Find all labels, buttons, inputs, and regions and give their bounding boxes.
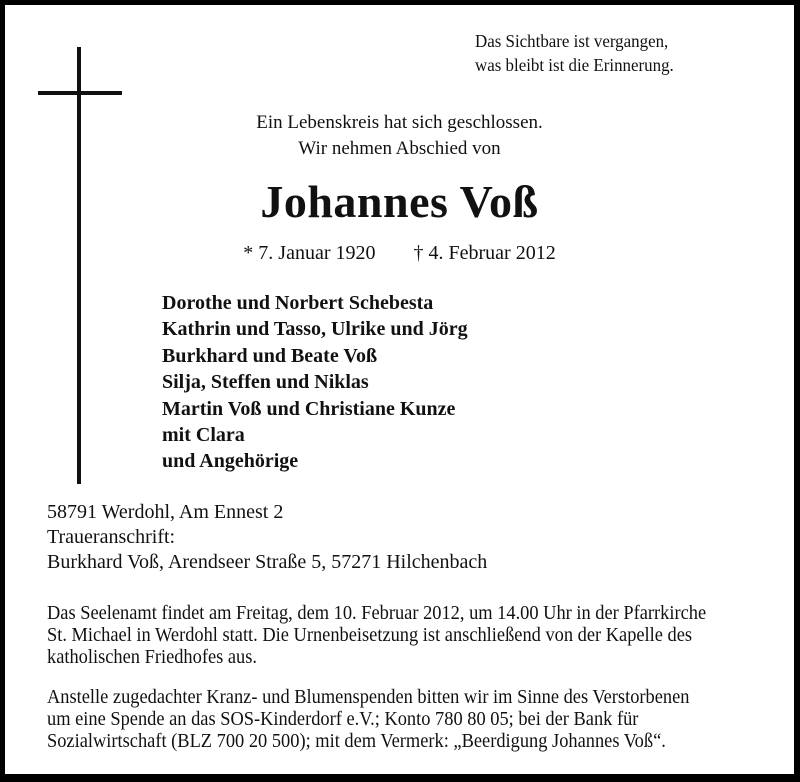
deceased-name: Johannes Voß: [260, 176, 539, 227]
intro-text: [5, 110, 794, 162]
mourner-line: mit Clara: [162, 424, 245, 447]
epigraph-line-2: was bleibt ist die Erinnerung.: [475, 55, 674, 75]
epigraph-line-1: Das Sichtbare ist vergangen,: [475, 31, 669, 51]
epigraph: [475, 29, 686, 77]
donation-line-1: Anstelle zugedachter Kranz- und Blumenspenden bitten wir im Sinne des Verstorbenen: [47, 686, 690, 708]
donation-line-3: Sozialwirtschaft (BLZ 700 20 500); mit dem Vermerk: „Beerdigung Johannes Voß“.: [47, 730, 666, 752]
mourner-line: Kathrin und Tasso, Ulrike und Jörg: [162, 318, 468, 341]
mourner-line: Martin Voß und Christiane Kunze: [162, 397, 456, 420]
intro-line-1: Ein Lebenskreis hat sich geschlossen.: [256, 112, 543, 133]
address-line-1: 58791 Werdohl, Am Ennest 2: [47, 501, 284, 523]
mourner-line: Dorothe und Norbert Schebesta: [162, 292, 434, 314]
mourner-line: und Angehörige: [162, 450, 299, 473]
service-line-2: St. Michael in Werdohl statt. Die Urnenbeisetzung ist anschließend von der Kapelle des: [47, 624, 693, 646]
birth-date: * 7. Januar 1920: [243, 242, 376, 264]
mourner-line: Burkhard und Beate Voß: [162, 344, 378, 367]
intro-line-2: Wir nehmen Abschied von: [298, 138, 501, 159]
address-line-2: Traueranschrift:: [47, 526, 176, 548]
donation-paragraph: [47, 686, 745, 752]
address-block: [47, 500, 487, 575]
donation-line-2: um eine Spende an das SOS-Kinderdorf e.V.; Konto 780 80 05; bei der Bank für: [47, 708, 639, 730]
mourner-line: Silja, Steffen und Niklas: [162, 371, 369, 394]
service-line-3: katholischen Friedhofes aus.: [47, 646, 258, 668]
address-line-3: Burkhard Voß, Arendseer Straße 5, 57271 Hilchenbach: [47, 551, 488, 573]
cross-horizontal-bar: [38, 91, 122, 95]
death-date: † 4. Februar 2012: [413, 242, 556, 264]
service-paragraph: [47, 602, 763, 668]
life-dates: [5, 242, 794, 265]
service-line-1: Das Seelenamt findet am Freitag, dem 10. Februar 2012, um 14.00 Uhr in der Pfarrkirche: [47, 602, 707, 624]
mourners-list: [162, 290, 468, 475]
